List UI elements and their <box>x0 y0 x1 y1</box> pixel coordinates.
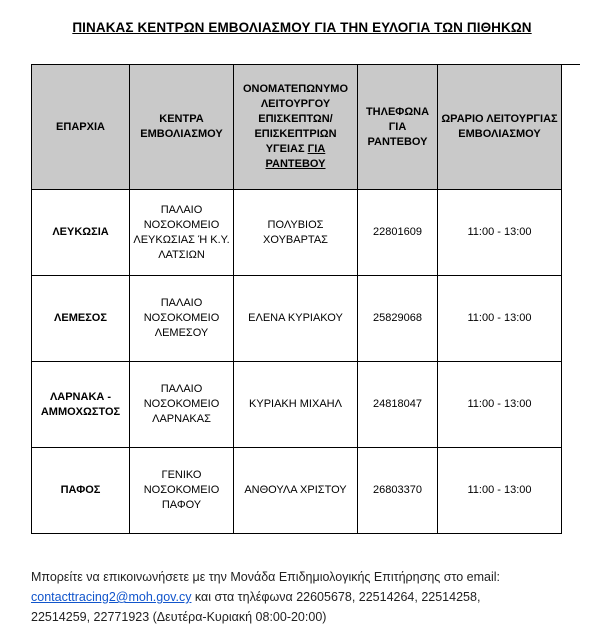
cell-phone: 25829068 <box>358 276 438 362</box>
cell-province: ΛΑΡΝΑΚΑ - ΑΜΜΟΧΩΣΤΟΣ <box>32 362 130 448</box>
cell-province: ΛΕΥΚΩΣΙΑ <box>32 190 130 276</box>
cell-officer: ΑΝΘΟΥΛΑ ΧΡΙΣΤΟΥ <box>234 448 358 534</box>
email-link[interactable]: contacttracing2@moh.gov.cy <box>31 590 192 604</box>
table-top-border-extension <box>560 64 580 65</box>
header-officer <box>234 65 358 190</box>
footer-line-3: 22514259, 22771923 (Δευτέρα-Κυριακή 08:00-20:00) <box>31 610 327 624</box>
footer-line-2 <box>31 587 571 607</box>
cell-province: ΛΕΜΕΣΟΣ <box>32 276 130 362</box>
cell-phone: 26803370 <box>358 448 438 534</box>
cell-phone: 22801609 <box>358 190 438 276</box>
cell-officer: ΠΟΛΥΒΙΟΣ ΧΟΥΒΑΡΤΑΣ <box>234 190 358 276</box>
page-title: ΠΙΝΑΚΑΣ ΚΕΝΤΡΩΝ ΕΜΒΟΛΙΑΣΜΟΥ ΓΙΑ ΤΗΝ ΕΥΛΟΓΙΑ ΤΩΝ ΠΙΘΗΚΩΝ <box>72 20 532 35</box>
cell-officer: ΕΛΕΝΑ ΚΥΡΙΑΚΟΥ <box>234 276 358 362</box>
table-row <box>32 190 562 276</box>
footer-line-1: Μπορείτε να επικοινωνήσετε με την Μονάδα Επιδημιολογικής Επιτήρησης στο email: <box>31 570 501 584</box>
vaccination-centers-table-wrapper <box>31 64 562 534</box>
table-row <box>32 448 562 534</box>
header-center: ΚΕΝΤΡΑ ΕΜΒΟΛΙΑΣΜΟΥ <box>130 65 234 190</box>
cell-phone: 24818047 <box>358 362 438 448</box>
cell-hours: 11:00 - 13:00 <box>438 362 562 448</box>
cell-center: ΠΑΛΑΙΟ ΝΟΣΟΚΟΜΕΙΟ ΛΕΜΕΣΟΥ <box>130 276 234 362</box>
cell-province: ΠΑΦΟΣ <box>32 448 130 534</box>
table-header-row <box>32 65 562 190</box>
header-province: ΕΠΑΡΧΙΑ <box>32 65 130 190</box>
cell-center: ΓΕΝΙΚΟ ΝΟΣΟΚΟΜΕΙΟ ΠΑΦΟΥ <box>130 448 234 534</box>
footer-phones-text: και στα τηλέφωνα 22605678, 22514264, 22514258, <box>191 590 481 604</box>
table-row <box>32 362 562 448</box>
cell-officer: ΚΥΡΙΑΚΗ ΜΙΧΑΗΛ <box>234 362 358 448</box>
header-officer-main: ΟΝΟΜΑΤΕΠΩΝΥΜΟ ΛΕΙΤΟΥΡΓΟΥ ΕΠΙΣΚΕΠΤΩΝ/ ΕΠΙΣΚΕΠΤΡΙΩΝ ΥΓΕΙΑΣ <box>242 83 349 155</box>
cell-center: ΠΑΛΑΙΟ ΝΟΣΟΚΟΜΕΙΟ ΛΕΥΚΩΣΙΑΣ Ή Κ.Υ. ΛΑΤΣΙΩΝ <box>130 190 234 276</box>
header-phone: ΤΗΛΕΦΩΝΑ ΓΙΑ ΡΑΝΤΕΒΟΥ <box>358 65 438 190</box>
cell-hours: 11:00 - 13:00 <box>438 448 562 534</box>
table-row <box>32 276 562 362</box>
header-officer-underlined: ΓΙΑ ΡΑΝΤΕΒΟΥ <box>265 143 326 170</box>
header-hours: ΩΡΑΡΙΟ ΛΕΙΤΟΥΡΓΙΑΣ ΕΜΒΟΛΙΑΣΜΟΥ <box>438 65 562 190</box>
vaccination-centers-table <box>31 64 562 534</box>
cell-center: ΠΑΛΑΙΟ ΝΟΣΟΚΟΜΕΙΟ ΛΑΡΝΑΚΑΣ <box>130 362 234 448</box>
cell-hours: 11:00 - 13:00 <box>438 276 562 362</box>
cell-hours: 11:00 - 13:00 <box>438 190 562 276</box>
contact-footer <box>31 567 571 627</box>
